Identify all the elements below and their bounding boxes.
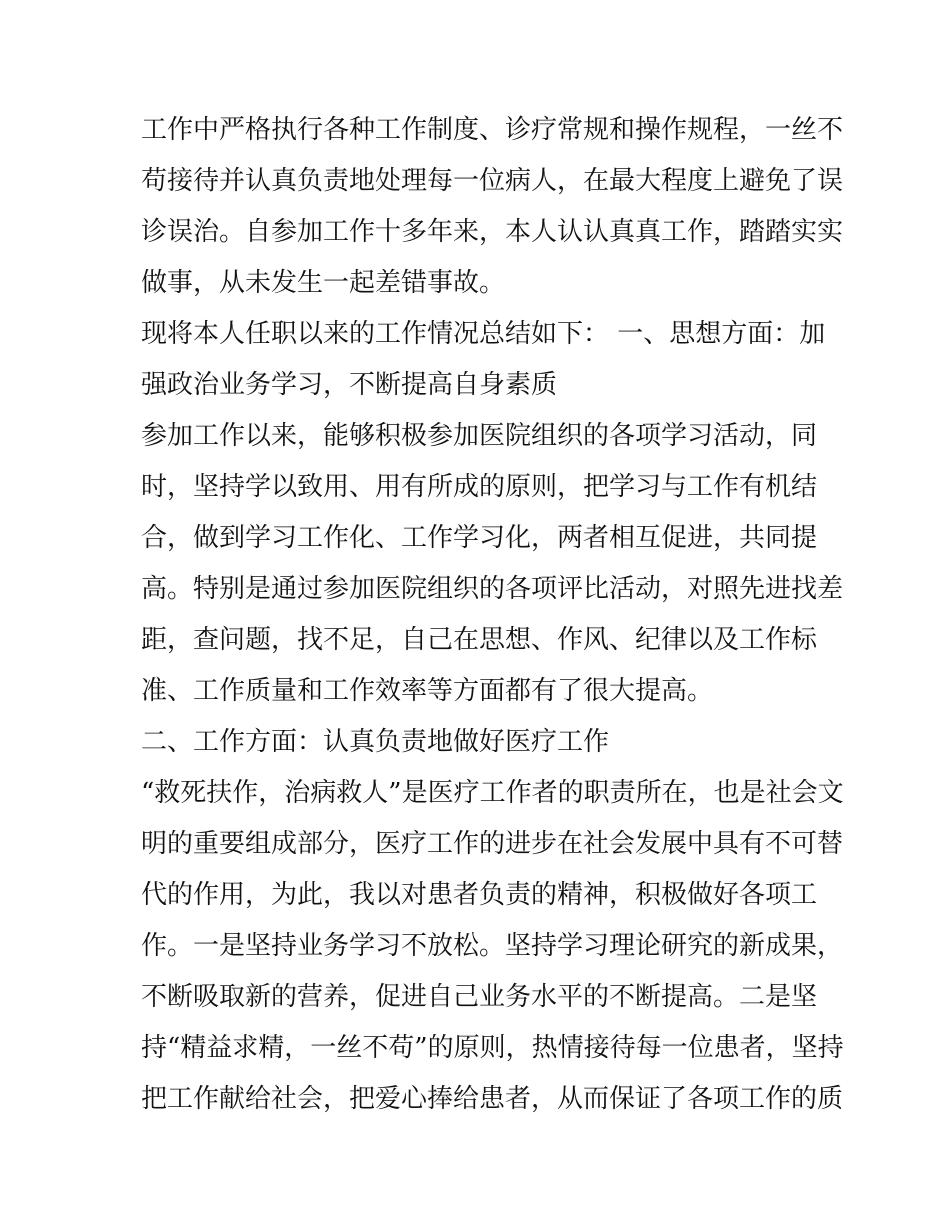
text-line: 持“精益求精，一丝不苟”的原则，热情接待每一位患者，坚持 — [141, 1033, 844, 1063]
text-line: 苟接待并认真负责地处理每一位病人，在最大程度上避免了误 — [141, 166, 844, 196]
text-line: 合，做到学习工作化、工作学习化，两者相互促进，共同提 — [141, 523, 818, 553]
text-line: 作。一是坚持业务学习不放松。坚持学习理论研究的新成果， — [141, 931, 844, 961]
text-line: 准、工作质量和工作效率等方面都有了很大提高。 — [141, 676, 714, 706]
text-line: 距，查问题，找不足，自己在思想、作风、纪律以及工作标 — [141, 625, 818, 655]
text-line: 高。特别是通过参加医院组织的各项评比活动，对照先进找差 — [141, 574, 844, 604]
text-line: 时，坚持学以致用、用有所成的原则，把学习与工作有机结 — [141, 472, 818, 502]
text-line: 诊误治。自参加工作十多年来，本人认认真真工作，踏踏实实 — [141, 217, 844, 247]
text-line: 做事，从未发生一起差错事故。 — [141, 268, 506, 298]
text-line: 参加工作以来，能够积极参加医院组织的各项学习活动，同 — [141, 421, 818, 451]
text-line: 把工作献给社会，把爱心捧给患者，从而保证了各项工作的质 — [141, 1084, 844, 1114]
document-body — [141, 105, 844, 1125]
text-line: 强政治业务学习，不断提高自身素质 — [141, 370, 558, 400]
text-line: 明的重要组成部分，医疗工作的进步在社会发展中具有不可替 — [141, 829, 844, 859]
text-line: 不断吸取新的营养，促进自己业务水平的不断提高。二是坚 — [141, 982, 818, 1012]
text-line: 工作中严格执行各种工作制度、诊疗常规和操作规程，一丝不 — [141, 115, 844, 145]
text-line: “救死扶作，治病救人”是医疗工作者的职责所在，也是社会文 — [141, 778, 844, 808]
text-line: 二、工作方面：认真负责地做好医疗工作 — [141, 727, 610, 757]
text-line: 现将本人任职以来的工作情况总结如下： 一、思想方面：加 — [141, 319, 826, 349]
text-line: 代的作用，为此，我以对患者负责的精神，积极做好各项工 — [141, 880, 818, 910]
